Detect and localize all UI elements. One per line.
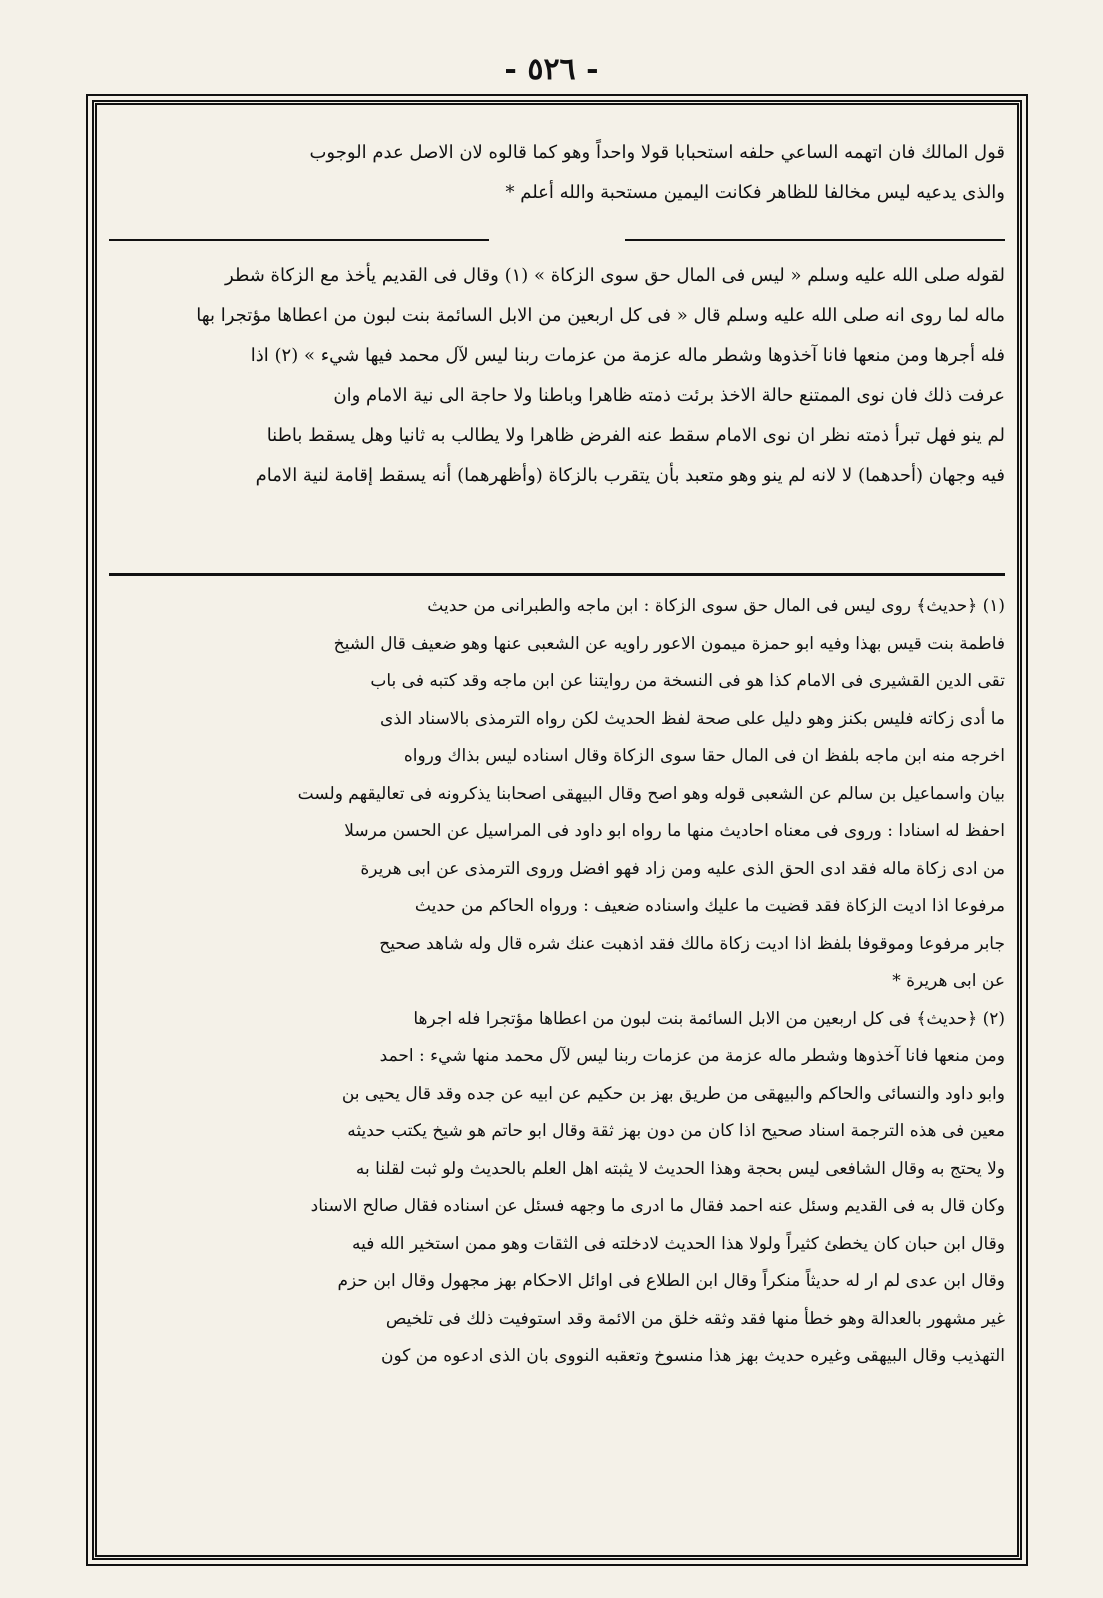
page-number: - ٥٢٦ -: [504, 52, 599, 87]
text-line: ماله لما روى انه صلى الله عليه وسلم قال « فى كل اربعين من الابل السائمة بنت لبون من اعطاها مؤتجرا بها: [196, 305, 1005, 326]
main-text-block: [109, 256, 1005, 496]
text-line: مرفوعا اذا اديت الزكاة فقد قضيت ما عليك واسناده ضعيف : ورواه الحاكم من حديث: [414, 896, 1005, 916]
text-line: وقال ابن حبان كان يخطئ كثيراً ولولا هذا الحديث لادخلته فى الثقات وهو ممن استخير الله فيه: [352, 1233, 1005, 1254]
text-line: تقى الدين القشيرى فى الامام كذا هو فى النسخة من روايتنا عن ابن ماجه وقد كتبه فى باب: [370, 671, 1005, 691]
text-line: لقوله صلى الله عليه وسلم « ليس فى المال حق سوى الزكاة » (١) وقال فى القديم يأخذ مع الزكاة شطر: [225, 265, 1005, 286]
text-line: عرفت ذلك فان نوى الممتنع حالة الاخذ برئت ذمته ظاهرا وباطنا ولا حاجة الى نية الامام وان: [333, 385, 1005, 406]
footnote-2: [109, 1001, 1005, 1376]
text-line: اخرجه منه ابن ماجه بلفظ ان فى المال حقا سوى الزكاة وقال اسناده ليس بذاك ورواه: [403, 746, 1005, 766]
section-divider: [625, 239, 1005, 241]
text-line: معين فى هذه الترجمة اسناد صحيح اذا كان من دون بهز ثقة وقال ابو حاتم هو شيخ يكتب حديثه: [347, 1121, 1005, 1141]
text-line: وكان قال به فى القديم وسئل عنه احمد فقال ما ادرى ما وجهه فسئل عن اسناده فقال صالح الاسناد: [310, 1196, 1005, 1216]
text-line: فيه وجهان (أحدهما) لا لانه لم ينو وهو متعبد بأن يتقرب بالزكاة (وأظهرهما) أنه يسقط إقامة لنية الامام: [255, 465, 1005, 486]
text-line: (٢) ﴿حديث﴾ فى كل اربعين من الابل السائمة بنت لبون من اعطاها مؤتجرا فله اجرها: [413, 1008, 1005, 1029]
text-line: ولا يحتج به وقال الشافعى ليس بحجة وهذا الحديث لا يثبته اهل العلم بالحديث ولو ثبت لقلنا به: [355, 1158, 1005, 1179]
text-line: من ادى زكاة ماله فقد ادى الحق الذى عليه ومن زاد فهو افضل وروى الترمذى عن ابى هريرة: [360, 858, 1005, 879]
text-line: جابر مرفوعا وموقوفا بلفظ اذا اديت زكاة مالك فقد اذهبت عنك شره قال وله شاهد صحيح: [379, 933, 1005, 954]
text-line: والذى يدعيه ليس مخالفا للظاهر فكانت اليمين مستحبة والله أعلم *: [505, 182, 1005, 203]
text-line: ما أدى زكاته فليس بكنز وهو دليل على صحة لفظ الحديث لكن رواه الترمذى بالاسناد الذى: [380, 708, 1005, 729]
footnotes-block: [109, 588, 1005, 1376]
text-line: (١) ﴿حديث﴾ روى ليس فى المال حق سوى الزكاة : ابن ماجه والطبرانى من حديث: [427, 596, 1005, 616]
footnote-divider: [109, 573, 1005, 576]
text-line: وقال ابن عدى لم ار له حديثاً منكراً وقال ابن الطلاع فى اوائل الاحكام بهز مجهول وقال ابن حزم: [337, 1271, 1005, 1291]
top-text-block: [109, 133, 1005, 213]
text-line: وابو داود والنسائى والحاكم والبيهقى من طريق بهز بن حكيم عن ابيه عن جده وقد قال يحيى بن: [341, 1083, 1005, 1104]
text-line: عن ابى هريرة *: [892, 971, 1005, 991]
section-divider: [109, 239, 489, 241]
page-frame: [92, 100, 1022, 1560]
text-line: احفظ له اسنادا : وروى فى معناه احاديث منها ما رواه ابو داود فى المراسيل عن الحسن مرسلا: [344, 821, 1005, 841]
text-line: ومن منعها فانا آخذوها وشطر ماله عزمة من عزمات ربنا ليس لآل محمد منها شيء : احمد: [379, 1046, 1005, 1066]
text-line: التهذيب وقال البيهقى وغيره حديث بهز هذا منسوخ وتعقبه النووى بان الذى ادعوه من كون: [381, 1346, 1005, 1366]
text-line: بيان واسماعيل بن سالم عن الشعبى قوله وهو اصح وقال البيهقى اصحابنا يذكرونه فى تعاليقهم ولست: [297, 783, 1005, 804]
text-line: فاطمة بنت قيس بهذا وفيه ابو حمزة ميمون الاعور راويه عن الشعبى عنها وهو ضعيف قال الشيخ: [333, 633, 1005, 654]
text-line: فله أجرها ومن منعها فانا آخذوها وشطر ماله عزمة من عزمات ربنا ليس لآل محمد فيها شيء » (٢) اذا: [250, 345, 1005, 366]
footnote-1: [109, 588, 1005, 1001]
text-line: لم ينو فهل تبرأ ذمته نظر ان نوى الامام سقط عنه الفرض ظاهرا ولا يطالب به ثانيا وهل يسقط باطنا: [266, 425, 1005, 446]
text-line: غير مشهور بالعدالة وهو خطأ منها فقد وثقه خلق من الائمة وقد استوفيت ذلك فى تلخيص: [385, 1308, 1005, 1329]
text-line: قول المالك فان اتهمه الساعي حلفه استحبابا قولا واحداً وهو كما قالوه لان الاصل عدم الوجوب: [309, 142, 1005, 163]
